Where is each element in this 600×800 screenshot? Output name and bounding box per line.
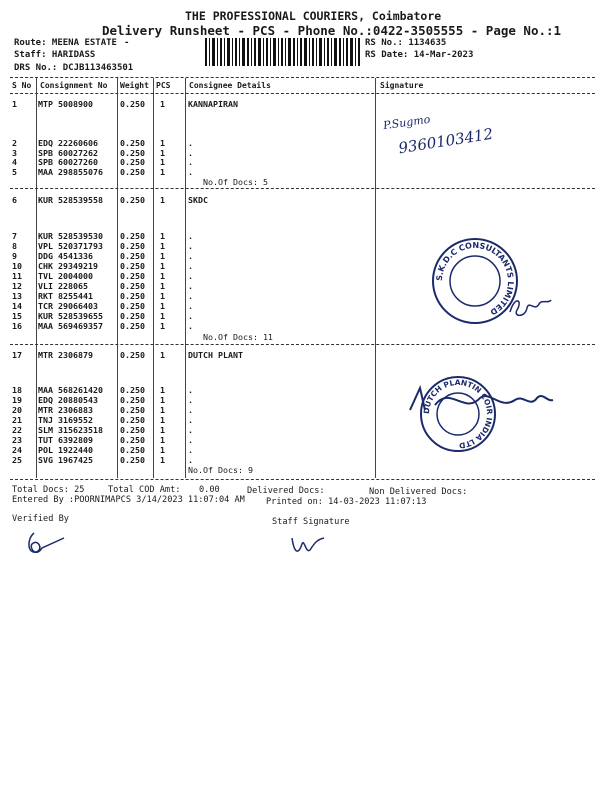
table-cell: 18 (12, 385, 22, 395)
consignee-name: DUTCH PLANT (188, 350, 243, 360)
table-cell: 0.250 (120, 301, 145, 311)
header-rule (10, 93, 595, 94)
table-cell: 0.250 (120, 425, 145, 435)
printed-on: Printed on: 14-03-2023 11:07:13 (266, 497, 427, 507)
table-cell: 13 (12, 291, 22, 301)
table-cell: VPL 520371793 (38, 241, 103, 251)
table-cell: 1 (160, 425, 165, 435)
table-cell: 25 (12, 455, 22, 465)
total-cod-label: Total COD Amt: (108, 485, 181, 495)
table-cell: 0.250 (120, 435, 145, 445)
table-cell: . (188, 148, 193, 158)
table-cell: 1 (160, 271, 165, 281)
table-cell: 0.250 (120, 251, 145, 261)
table-row (0, 445, 600, 455)
dutch-plant-signature (405, 380, 555, 420)
table-cell: 21 (12, 415, 22, 425)
table-cell: . (188, 445, 193, 455)
col-signature: Signature (380, 81, 424, 90)
table-cell: 1 (160, 195, 165, 205)
table-cell: . (188, 301, 193, 311)
table-cell: 0.250 (120, 385, 145, 395)
table-cell: MAA 569469357 (38, 321, 103, 331)
table-cell: No.Of Docs: 5 (203, 177, 268, 187)
table-row (0, 195, 600, 205)
table-cell: DDG 4541336 (38, 251, 93, 261)
table-cell: 11 (12, 271, 22, 281)
table-cell: 6 (12, 195, 17, 205)
docs-count (0, 332, 600, 342)
table-cell: . (188, 415, 193, 425)
table-cell: 0.250 (120, 311, 145, 321)
table-cell: 0.250 (120, 405, 145, 415)
table-cell: 0.250 (120, 157, 145, 167)
barcode (205, 38, 360, 66)
table-cell: . (188, 385, 193, 395)
docs-count (0, 465, 600, 475)
table-cell: . (188, 231, 193, 241)
table-cell: 0.250 (120, 231, 145, 241)
table-cell: 17 (12, 350, 22, 360)
table-cell: 1 (160, 415, 165, 425)
table-cell: 0.250 (120, 350, 145, 360)
table-row (0, 350, 600, 360)
table-cell: 0.250 (120, 99, 145, 109)
drs-number: DRS No.: DCJB113463501 (14, 63, 134, 73)
table-cell: No.Of Docs: 11 (203, 332, 273, 342)
table-cell: 0.250 (120, 148, 145, 158)
table-cell: 1 (160, 350, 165, 360)
table-cell: 19 (12, 395, 22, 405)
table-cell: . (188, 157, 193, 167)
table-cell: . (188, 167, 193, 177)
barcode-graphic (205, 38, 360, 66)
table-cell: 0.250 (120, 445, 145, 455)
table-cell: MTR 2306883 (38, 405, 93, 415)
table-cell: 14 (12, 301, 22, 311)
table-cell: KUR 528539558 (38, 195, 103, 205)
rs-number: RS No.: 1134635 (365, 38, 447, 48)
table-cell: 1 (160, 241, 165, 251)
table-cell: VLI 228065 (38, 281, 88, 291)
table-cell: . (188, 425, 193, 435)
table-cell: SPB 60027262 (38, 148, 98, 158)
table-cell: 0.250 (120, 167, 145, 177)
table-cell: EDQ 22260606 (38, 138, 98, 148)
table-cell: MTR 2306879 (38, 350, 93, 360)
table-cell: 1 (160, 385, 165, 395)
table-cell: 1 (160, 321, 165, 331)
table-cell: 1 (160, 291, 165, 301)
table-cell: No.Of Docs: 9 (188, 465, 253, 475)
runsheet-subtitle: Delivery Runsheet - PCS - Phone No.:0422-3505555 - Page No.:1 (102, 23, 562, 38)
table-cell: 16 (12, 321, 22, 331)
stamp-ring-text: DUTCH PLANTIN COIR INDIA LTD (421, 377, 495, 451)
col-sno: S No (12, 81, 32, 90)
table-cell: . (188, 405, 193, 415)
table-cell: 1 (160, 99, 165, 109)
table-cell: 1 (160, 281, 165, 291)
staff-signature-mark (288, 530, 328, 558)
table-cell: 3 (12, 148, 17, 158)
table-cell: 1 (160, 445, 165, 455)
table-cell: 9 (12, 251, 17, 261)
rs-date: RS Date: 14-Mar-2023 (365, 50, 474, 60)
table-cell: TNJ 3169552 (38, 415, 93, 425)
table-cell: 22 (12, 425, 22, 435)
table-cell: CHK 29349219 (38, 261, 98, 271)
verified-by-label: Verified By (12, 514, 69, 524)
company-title: THE PROFESSIONAL COURIERS, Coimbatore (185, 9, 442, 23)
table-cell: MTP 5008900 (38, 99, 93, 109)
table-cell: SPB 60027260 (38, 157, 98, 167)
table-row (0, 455, 600, 465)
table-row (0, 99, 600, 109)
table-cell: 0.250 (120, 291, 145, 301)
group-rule (10, 188, 595, 189)
table-cell: 0.250 (120, 321, 145, 331)
table-cell: MAA 568261420 (38, 385, 103, 395)
staff-label: Staff: HARIDASS (14, 50, 96, 60)
col-consignee: Consignee Details (189, 81, 271, 90)
group-rule (10, 344, 595, 345)
table-cell: 1 (160, 157, 165, 167)
table-cell: . (188, 311, 193, 321)
table-cell: POL 1922440 (38, 445, 93, 455)
table-row (0, 157, 600, 167)
delivered-docs: Delivered Docs: (247, 486, 325, 496)
table-cell: . (188, 241, 193, 251)
col-pcs: PCS (156, 81, 171, 90)
dash-mark: - (124, 38, 130, 48)
table-cell: . (188, 455, 193, 465)
skdc-signature (505, 290, 555, 320)
table-cell: 23 (12, 435, 22, 445)
total-docs: Total Docs: 25 (12, 485, 85, 495)
table-cell: 0.250 (120, 281, 145, 291)
table-cell: 4 (12, 157, 17, 167)
entered-by: Entered By :POORNIMAPCS 3/14/2023 11:07:04 AM (12, 495, 245, 505)
table-cell: 1 (160, 455, 165, 465)
table-cell: . (188, 138, 193, 148)
table-cell: 10 (12, 261, 22, 271)
table-cell: 1 (160, 167, 165, 177)
table-cell: MAA 298855076 (38, 167, 103, 177)
table-cell: 0.250 (120, 195, 145, 205)
table-cell: 0.250 (120, 455, 145, 465)
table-cell: SLM 315623518 (38, 425, 103, 435)
receiver-phone-handwritten: 9360103412 (397, 124, 495, 158)
consignee-name: KANNAPIRAN (188, 99, 238, 109)
table-cell: 1 (160, 301, 165, 311)
table-cell: 7 (12, 231, 17, 241)
non-delivered-docs: Non Delivered Docs: (369, 487, 468, 497)
table-cell: . (188, 435, 193, 445)
total-cod-value: 0.00 (199, 485, 220, 495)
table-cell: 0.250 (120, 261, 145, 271)
table-cell: . (188, 395, 193, 405)
table-cell: . (188, 271, 193, 281)
table-cell: TUT 6392809 (38, 435, 93, 445)
table-cell: 0.250 (120, 241, 145, 251)
table-cell: 5 (12, 167, 17, 177)
table-cell: 0.250 (120, 271, 145, 281)
table-cell: 1 (160, 311, 165, 321)
table-row (0, 435, 600, 445)
col-weight: Weight (120, 81, 149, 90)
receiver-name-handwritten: P.Sugmo (382, 112, 432, 133)
table-cell: 1 (12, 99, 17, 109)
table-row (0, 425, 600, 435)
table-cell: EDQ 20880543 (38, 395, 98, 405)
table-cell: 8 (12, 241, 17, 251)
table-cell: KUR 528539655 (38, 311, 103, 321)
table-cell: 1 (160, 261, 165, 271)
table-cell: 1 (160, 395, 165, 405)
table-cell: . (188, 261, 193, 271)
table-row (0, 167, 600, 177)
col-consignment: Consignment No (40, 81, 108, 90)
bottom-rule (10, 479, 595, 480)
table-cell: SVG 1967425 (38, 455, 93, 465)
table-cell: 24 (12, 445, 22, 455)
route-label: Route: MEENA ESTATE (14, 38, 117, 48)
table-header (0, 81, 600, 91)
table-cell: 2 (12, 138, 17, 148)
docs-count (0, 177, 600, 187)
consignee-name: SKDC (188, 195, 208, 205)
stamp-inner-ring (450, 256, 500, 306)
table-cell: 0.250 (120, 138, 145, 148)
table-cell: 1 (160, 435, 165, 445)
table-cell: 0.250 (120, 415, 145, 425)
table-cell: 1 (160, 138, 165, 148)
table-cell: . (188, 321, 193, 331)
table-cell: 12 (12, 281, 22, 291)
table-cell: . (188, 291, 193, 301)
table-cell: 0.250 (120, 395, 145, 405)
table-cell: 1 (160, 251, 165, 261)
table-cell: 1 (160, 148, 165, 158)
table-cell: KUR 528539530 (38, 231, 103, 241)
table-cell: 1 (160, 231, 165, 241)
table-cell: 20 (12, 405, 22, 415)
stamp-ring-text: S.K.D.C CONSULTANTS LIMITED (434, 240, 516, 317)
staff-signature-label: Staff Signature (272, 517, 350, 527)
table-cell: . (188, 251, 193, 261)
table-row (0, 138, 600, 148)
table-cell: RKT 8255441 (38, 291, 93, 301)
table-cell: 1 (160, 405, 165, 415)
table-cell: TCR 29066403 (38, 301, 98, 311)
table-cell: 15 (12, 311, 22, 321)
top-rule (10, 77, 595, 78)
table-cell: . (188, 281, 193, 291)
verifier-signature (24, 528, 69, 560)
table-cell: TVL 2004000 (38, 271, 93, 281)
